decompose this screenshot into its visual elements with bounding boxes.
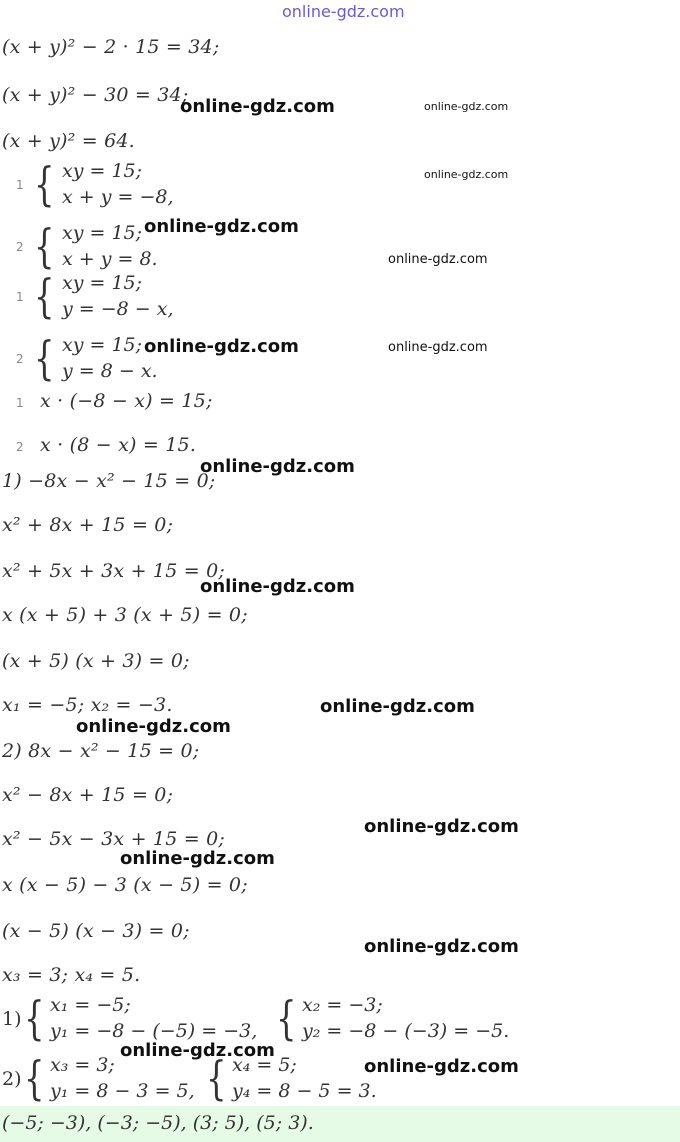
solution-system-1a: { x₁ = −5; y₁ = −8 − (−5) = −3, — [24, 991, 258, 1045]
watermark: online-gdz.com — [120, 1040, 275, 1061]
case2-line-2: x² − 8x + 15 = 0; — [2, 784, 174, 806]
watermark: online-gdz.com — [180, 96, 335, 117]
case2-line-6: x₃ = 3; x₄ = 5. — [2, 964, 141, 986]
watermark: online-gdz.com — [200, 456, 355, 477]
case1-line-1: 1) −8x − x² − 15 = 0; — [2, 470, 216, 492]
system-number: 2 — [16, 352, 24, 366]
system-row: xy = 15; — [62, 222, 143, 244]
watermark: online-gdz.com — [364, 816, 519, 837]
solution-prefix-2: 2) — [2, 1068, 22, 1090]
system-row: y = −8 − x, — [62, 298, 174, 320]
case1-line-3: x² + 5x + 3x + 15 = 0; — [2, 560, 226, 582]
solution-system-2b: { x₄ = 5; y₄ = 8 − 5 = 3. — [206, 1051, 377, 1105]
watermark: online-gdz.com — [388, 252, 488, 267]
watermark: online-gdz.com — [200, 576, 355, 597]
system-row: x + y = 8. — [62, 248, 158, 270]
equation-a1: x · (−8 − x) = 15; — [40, 390, 213, 412]
watermark-top: online-gdz.com — [282, 2, 405, 21]
watermark: online-gdz.com — [320, 696, 475, 717]
system-row: x₁ = −5; — [50, 994, 131, 1016]
system-row: y = 8 − x. — [62, 360, 158, 382]
equation-a2: x · (8 − x) = 15. — [40, 434, 197, 456]
equation-line-2: (x + y)² − 30 = 34; — [2, 84, 189, 106]
system-row: y₁ = −8 − (−5) = −3, — [50, 1020, 258, 1042]
equation-number: 2 — [16, 440, 24, 454]
case2-line-3: x² − 5x − 3x + 15 = 0; — [2, 828, 226, 850]
case2-line-1: 2) 8x − x² − 15 = 0; — [2, 740, 200, 762]
system-row: y₄ = 8 − 5 = 3. — [232, 1080, 377, 1102]
system-number: 1 — [16, 178, 24, 192]
system-row: y₂ = −8 − (−3) = −5. — [302, 1020, 510, 1042]
equation-line-3: (x + y)² = 64. — [2, 130, 135, 152]
system-row: x₄ = 5; — [232, 1054, 297, 1076]
answer: (−5; −3), (−3; −5), (3; 5), (5; 3). — [2, 1112, 314, 1134]
watermark: online-gdz.com — [364, 936, 519, 957]
system-number: 1 — [16, 290, 24, 304]
system-b1: { xy = 15; y = −8 − x, — [34, 269, 174, 323]
watermark: online-gdz.com — [424, 168, 509, 181]
solution-prefix-1: 1) — [2, 1008, 22, 1030]
system-a1: { xy = 15; x + y = −8, — [34, 157, 174, 211]
solution-system-2a: { x₃ = 3; y₁ = 8 − 3 = 5, — [24, 1051, 195, 1105]
system-a2: { xy = 15; x + y = 8. — [34, 219, 158, 273]
case1-line-4: x (x + 5) + 3 (x + 5) = 0; — [2, 604, 248, 626]
case1-line-2: x² + 8x + 15 = 0; — [2, 514, 174, 536]
system-number: 2 — [16, 240, 24, 254]
system-row: xy = 15; — [62, 334, 143, 356]
watermark: online-gdz.com — [120, 848, 275, 869]
case1-line-6: x₁ = −5; x₂ = −3. — [2, 694, 173, 716]
watermark: online-gdz.com — [364, 1056, 519, 1077]
system-row: xy = 15; — [62, 160, 143, 182]
system-b2: { xy = 15; y = 8 − x. — [34, 331, 158, 385]
watermark: online-gdz.com — [388, 340, 488, 355]
equation-line-1: (x + y)² − 2 · 15 = 34; — [2, 36, 220, 58]
case2-line-5: (x − 5) (x − 3) = 0; — [2, 920, 190, 942]
system-row: x₂ = −3; — [302, 994, 383, 1016]
system-row: x + y = −8, — [62, 186, 174, 208]
watermark: online-gdz.com — [144, 216, 299, 237]
system-row: xy = 15; — [62, 272, 143, 294]
system-row: y₁ = 8 − 3 = 5, — [50, 1080, 195, 1102]
system-row: x₃ = 3; — [50, 1054, 115, 1076]
solution-system-1b: { x₂ = −3; y₂ = −8 − (−3) = −5. — [276, 991, 510, 1045]
watermark: online-gdz.com — [144, 336, 299, 357]
case2-line-4: x (x − 5) − 3 (x − 5) = 0; — [2, 874, 248, 896]
case1-line-5: (x + 5) (x + 3) = 0; — [2, 650, 190, 672]
equation-number: 1 — [16, 396, 24, 410]
watermark: online-gdz.com — [424, 100, 509, 113]
watermark: online-gdz.com — [76, 716, 231, 737]
